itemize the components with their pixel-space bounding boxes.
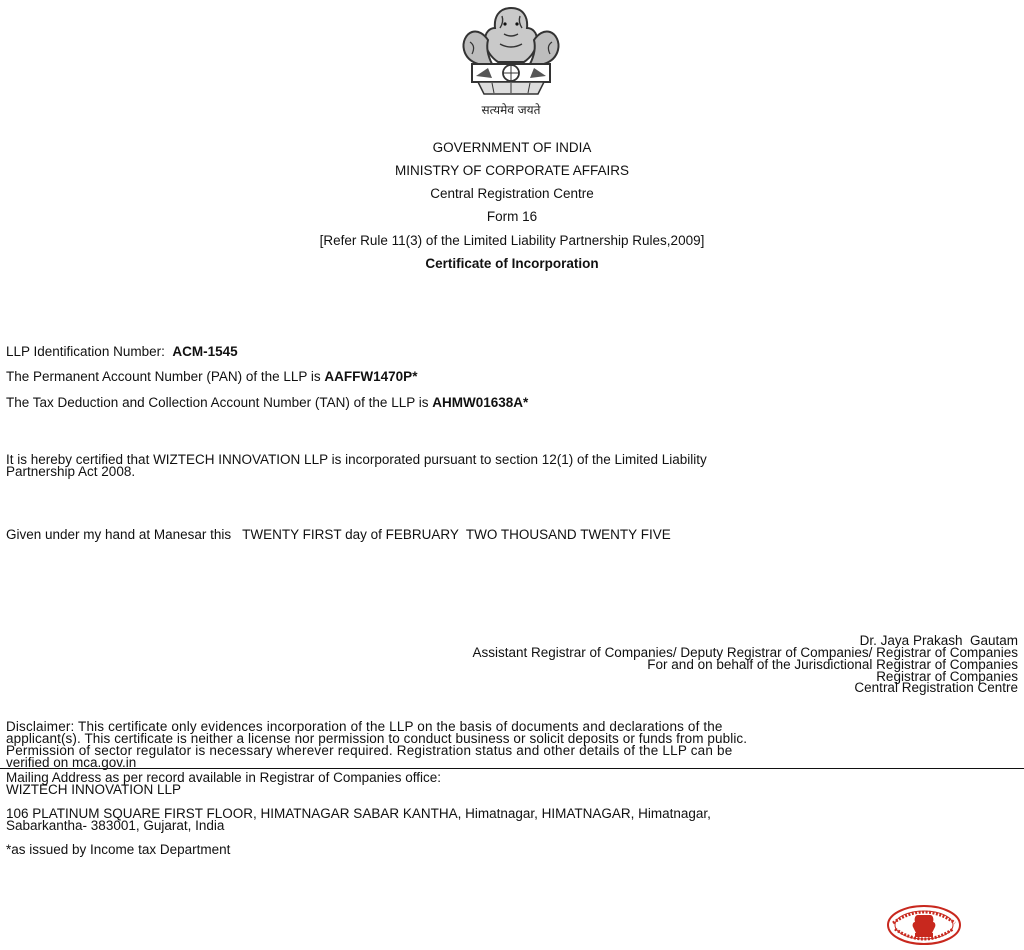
tan-row: [6, 395, 528, 411]
disclaimer-line-4: verified on mca.gov.in: [6, 755, 137, 770]
mailing-llp-name: WIZTECH INNOVATION LLP: [6, 782, 182, 797]
pan-tan-footnote: *as issued by Income tax Department: [6, 842, 231, 857]
header-government: GOVERNMENT OF INDIA: [432, 140, 592, 155]
signatory-name: Dr. Jaya Prakash Gautam: [859, 633, 1018, 648]
tan-label: The Tax Deduction and Collection Account Number (TAN) of the LLP is: [6, 395, 429, 410]
pan-label: The Permanent Account Number (PAN) of the LLP is: [6, 369, 321, 384]
certification-line-2: Partnership Act 2008.: [6, 464, 136, 479]
given-under-hand: Given under my hand at Manesar this TWENTY FIRST day of FEBRUARY TWO THOUSAND TWENTY FIVE: [6, 527, 671, 542]
signatory-role-3: Registrar of Companies: [876, 669, 1018, 684]
header-form: Form 16: [486, 209, 538, 224]
disclaimer-divider: [0, 768, 1024, 769]
mailing-address-line-2: Sabarkantha- 383001, Gujarat, India: [6, 818, 225, 833]
header-ministry: MINISTRY OF CORPORATE AFFAIRS: [394, 163, 630, 178]
mailing-address-line-1: 106 PLATINUM SQUARE FIRST FLOOR, HIMATNAGAR SABAR KANTHA, Himatnagar, HIMATNAGAR, Himatnagar,: [6, 806, 711, 821]
disclaimer-line-2: applicant(s). This certificate is neither a license nor permission to conduct business or solicit deposits or funds from public.: [6, 731, 748, 746]
header-rule-reference: [Refer Rule 11(3) of the Limited Liability Partnership Rules,2009]: [319, 233, 705, 248]
disclaimer-line-3: Permission of sector regulator is necessary wherever required. Registration status and other details of the LLP can be: [6, 743, 733, 758]
signatory-role-4: Central Registration Centre: [854, 680, 1018, 695]
llpin-label: LLP Identification Number:: [6, 344, 165, 359]
certification-line-1: It is hereby certified that WIZTECH INNOVATION LLP is incorporated pursuant to section 12(1) of the Limited Liability: [6, 452, 707, 467]
header-centre: Central Registration Centre: [430, 186, 594, 201]
ministry-seal-icon: [885, 903, 963, 945]
certificate-title: Certificate of Incorporation: [425, 256, 599, 271]
disclaimer-line-1: Disclaimer: This certificate only evidences incorporation of the LLP on the basis of documents and declarations of the: [6, 719, 723, 734]
national-motto: सत्यमेव जयते: [481, 103, 541, 117]
signatory-role-1: Assistant Registrar of Companies/ Deputy Registrar of Companies/ Registrar of Companies: [472, 645, 1018, 660]
tan-value: AHMW01638A*: [432, 395, 529, 410]
llpin-value: ACM-1545: [172, 344, 238, 359]
signatory-role-2: For and on behalf of the Jurisdictional Registrar of Companies: [647, 657, 1018, 672]
pan-row: [6, 369, 417, 385]
mailing-heading: Mailing Address as per record available in Registrar of Companies office:: [6, 770, 441, 785]
llpin-row: [6, 344, 238, 360]
pan-value: AAFFW1470P*: [324, 369, 418, 384]
